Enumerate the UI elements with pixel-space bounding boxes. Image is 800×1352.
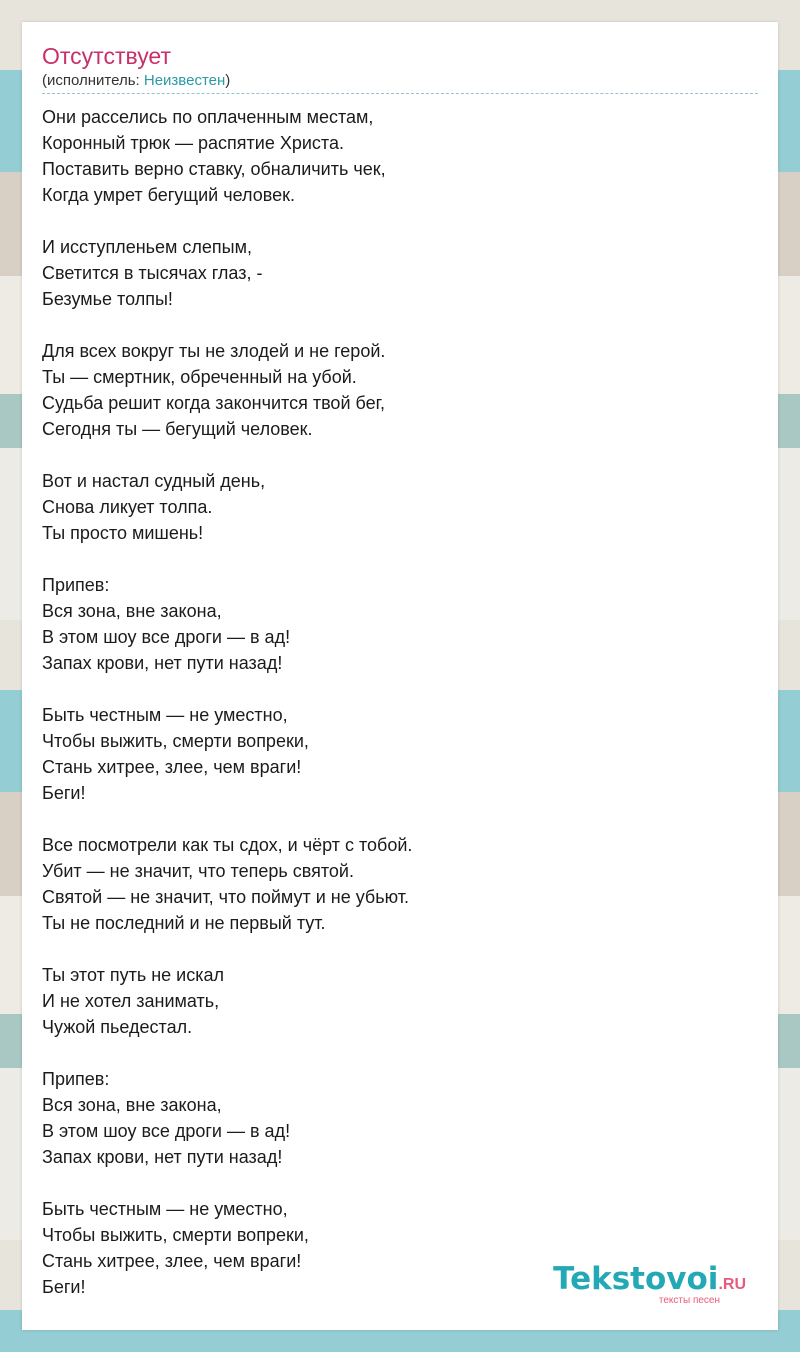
lyrics-line: Святой — не значит, что поймут и не убьют.: [42, 887, 409, 907]
lyrics-line: Беги!: [42, 1277, 86, 1297]
lyrics-line: Убит — не значит, что теперь святой.: [42, 861, 354, 881]
lyrics-line: Все посмотрели как ты сдох, и чёрт с тобой.: [42, 835, 413, 855]
lyrics-line: Безумье толпы!: [42, 289, 173, 309]
lyrics-line: Светится в тысячах глаз, -: [42, 263, 263, 283]
lyrics-stanza: [42, 1066, 412, 1170]
lyrics-line: Вся зона, вне закона,: [42, 601, 222, 621]
lyrics-line: Быть честным — не уместно,: [42, 705, 288, 725]
lyrics-stanza: [42, 962, 412, 1040]
artist-link[interactable]: Неизвестен: [143, 72, 226, 89]
lyrics-line: Они расселись по оплаченным местам,: [42, 107, 374, 127]
site-logo[interactable]: [553, 1263, 746, 1306]
lyrics-line: Для всех вокруг ты не злодей и не герой.: [42, 341, 386, 361]
lyrics-line: И не хотел занимать,: [42, 991, 220, 1011]
lyrics-stanza: [42, 338, 412, 442]
lyrics-line: Снова ликует толпа.: [42, 497, 213, 517]
lyrics-line: И исступленьем слепым,: [42, 237, 252, 257]
logo-tagline: тексты песен: [658, 1295, 720, 1306]
artist-suffix: ): [225, 72, 231, 89]
lyrics-line: Запах крови, нет пути назад!: [42, 653, 283, 673]
lyrics-line: Чужой пьедестал.: [42, 1017, 193, 1037]
artist-prefix: (исполнитель:: [42, 72, 144, 89]
lyrics-line: Стань хитрее, злее, чем враги!: [42, 1251, 302, 1271]
lyrics-stanza: [42, 832, 412, 936]
logo-tld: .RU: [718, 1276, 746, 1293]
lyrics-line: Поставить верно ставку, обналичить чек,: [42, 159, 386, 179]
lyrics-line: Беги!: [42, 783, 86, 803]
lyrics-stanza: [42, 1196, 412, 1300]
lyrics-line: Вся зона, вне закона,: [42, 1095, 222, 1115]
lyrics-stanza: [42, 702, 412, 806]
lyrics-line: Припев:: [42, 575, 110, 595]
lyrics-line: Вот и настал судный день,: [42, 471, 266, 491]
artist-line: [42, 71, 230, 91]
lyrics-line: Когда умрет бегущий человек.: [42, 185, 295, 205]
lyrics-stanza: [42, 104, 412, 208]
song-title: Отсутствует: [42, 43, 171, 69]
lyrics-stanza: [42, 468, 412, 546]
lyrics-text: [42, 104, 412, 1300]
lyrics-line: Ты не последний и не первый тут.: [42, 913, 326, 933]
lyrics-line: Коронный трюк — распятие Христа.: [42, 133, 344, 153]
lyrics-line: Ты просто мишень!: [42, 523, 204, 543]
lyrics-stanza: [42, 234, 412, 312]
lyrics-line: Судьба решит когда закончится твой бег,: [42, 393, 385, 413]
lyrics-line: В этом шоу все дроги — в ад!: [42, 627, 291, 647]
lyrics-line: Чтобы выжить, смерти вопреки,: [42, 1225, 309, 1245]
lyrics-line: Стань хитрее, злее, чем враги!: [42, 757, 302, 777]
lyrics-line: Ты этот путь не искал: [42, 965, 224, 985]
header-divider: [42, 93, 758, 94]
lyrics-line: Быть честным — не уместно,: [42, 1199, 288, 1219]
logo-name: Tekstovoi: [553, 1261, 719, 1297]
lyrics-line: Ты — смертник, обреченный на убой.: [42, 367, 357, 387]
lyrics-line: Чтобы выжить, смерти вопреки,: [42, 731, 309, 751]
lyrics-stanza: [42, 572, 412, 676]
lyrics-line: В этом шоу все дроги — в ад!: [42, 1121, 291, 1141]
lyrics-card: [22, 22, 778, 1330]
lyrics-line: Припев:: [42, 1069, 110, 1089]
lyrics-line: Сегодня ты — бегущий человек.: [42, 419, 313, 439]
lyrics-line: Запах крови, нет пути назад!: [42, 1147, 283, 1167]
